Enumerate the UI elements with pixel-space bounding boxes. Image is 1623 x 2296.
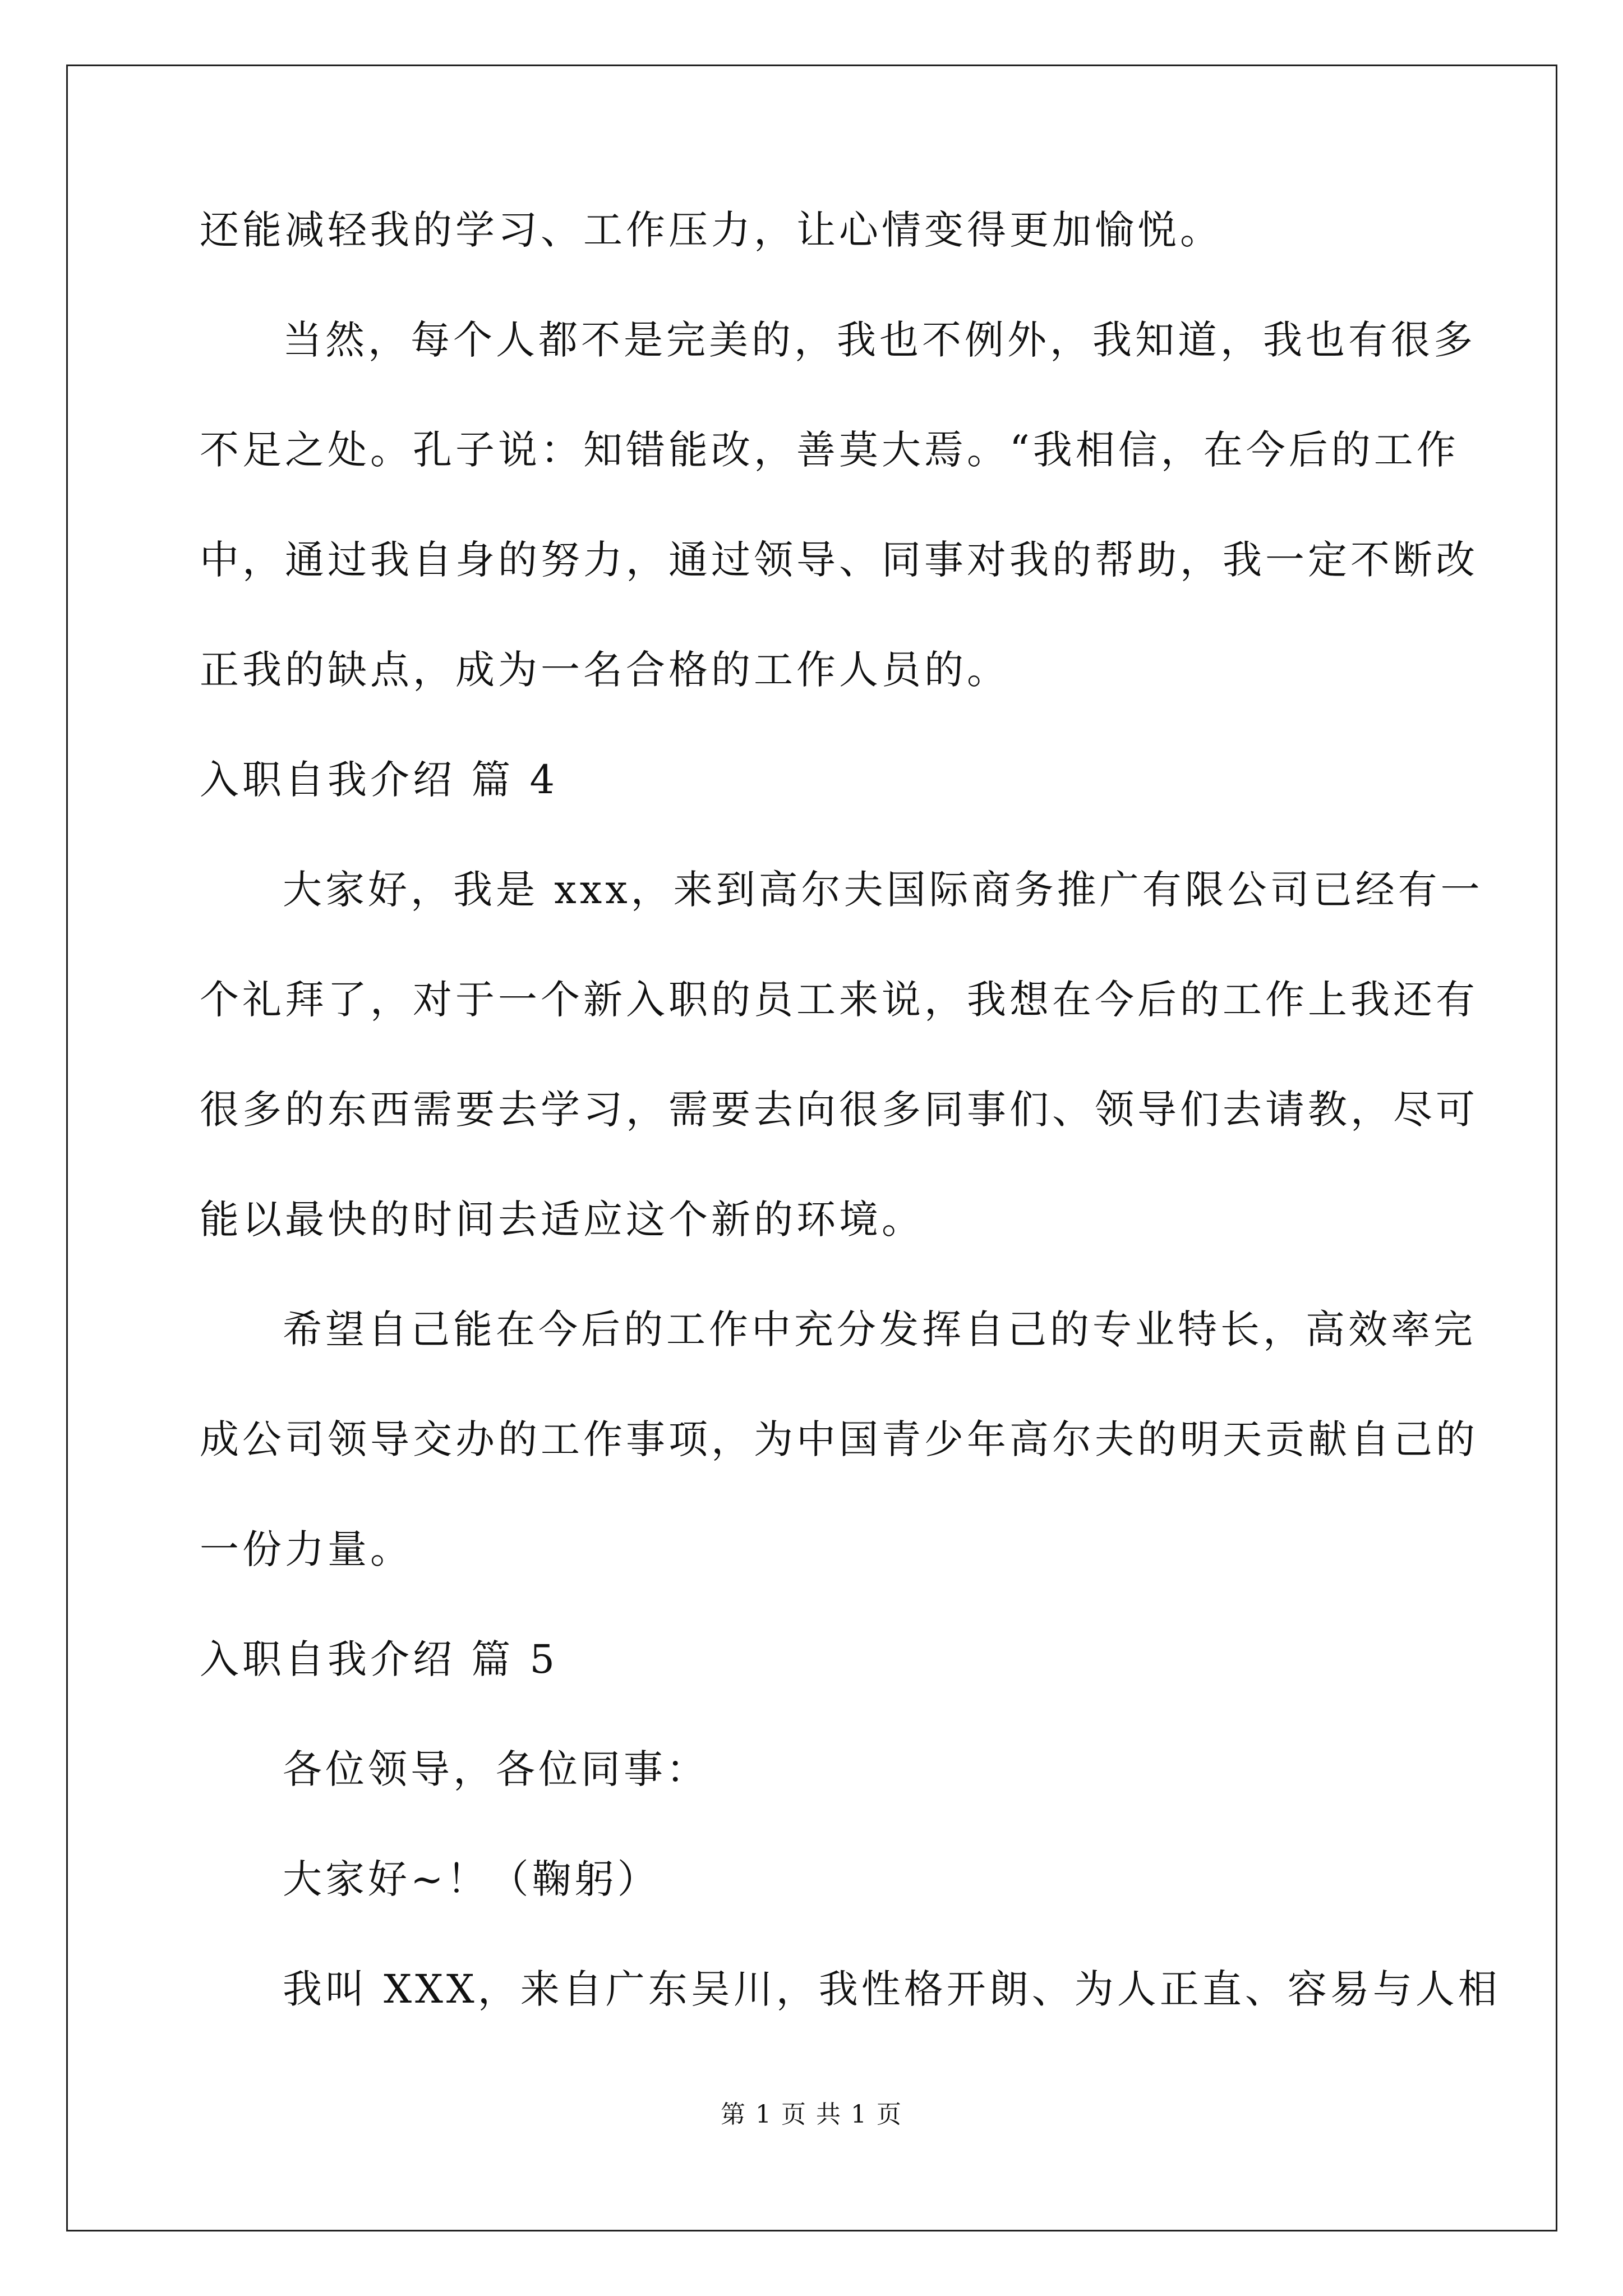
- paragraph-line: 很多的东西需要去学习，需要去向很多同事们、领导们去请教，尽可: [200, 1087, 1478, 1133]
- paragraph-line: 正我的缺点，成为一名合格的工作人员的。: [200, 647, 1009, 693]
- paragraph-line: 一份力量。: [200, 1526, 413, 1572]
- paragraph-line: 我叫 XXX，来自广东吴川，我性格开朗、为人正直、容易与人相: [283, 1966, 1501, 2012]
- paragraph-line: 各位领导，各位同事：: [283, 1746, 709, 1792]
- paragraph-line: 能以最快的时间去适应这个新的环境。: [200, 1197, 924, 1243]
- paragraph-line: 大家好~！（鞠躬）: [283, 1856, 660, 1902]
- page-footer: 第 1 页 共 1 页: [721, 2100, 902, 2129]
- paragraph-line: 当然，每个人都不是完美的，我也不例外，我知道，我也有很多: [283, 317, 1476, 363]
- paragraph-line: 希望自己能在今后的工作中充分发挥自己的专业特长，高效率完: [283, 1306, 1476, 1352]
- paragraph-line: 大家好，我是 xxx，来到高尔夫国际商务推广有限公司已经有一: [283, 867, 1483, 913]
- paragraph-line: 个礼拜了，对于一个新入职的员工来说，我想在今后的工作上我还有: [200, 977, 1478, 1023]
- section-heading: 入职自我介绍 篇 5: [200, 1636, 559, 1682]
- paragraph-line: 还能减轻我的学习、工作压力，让心情变得更加愉悦。: [200, 207, 1223, 253]
- paragraph-line: 中，通过我自身的努力，通过领导、同事对我的帮助，我一定不断改: [200, 537, 1478, 583]
- paragraph-line: 成公司领导交办的工作事项，为中国青少年高尔夫的明天贡献自己的: [200, 1416, 1478, 1462]
- paragraph-line: 不足之处。孔子说：知错能改，善莫大焉。“我相信，在今后的工作: [200, 427, 1459, 473]
- section-heading: 入职自我介绍 篇 4: [200, 757, 559, 803]
